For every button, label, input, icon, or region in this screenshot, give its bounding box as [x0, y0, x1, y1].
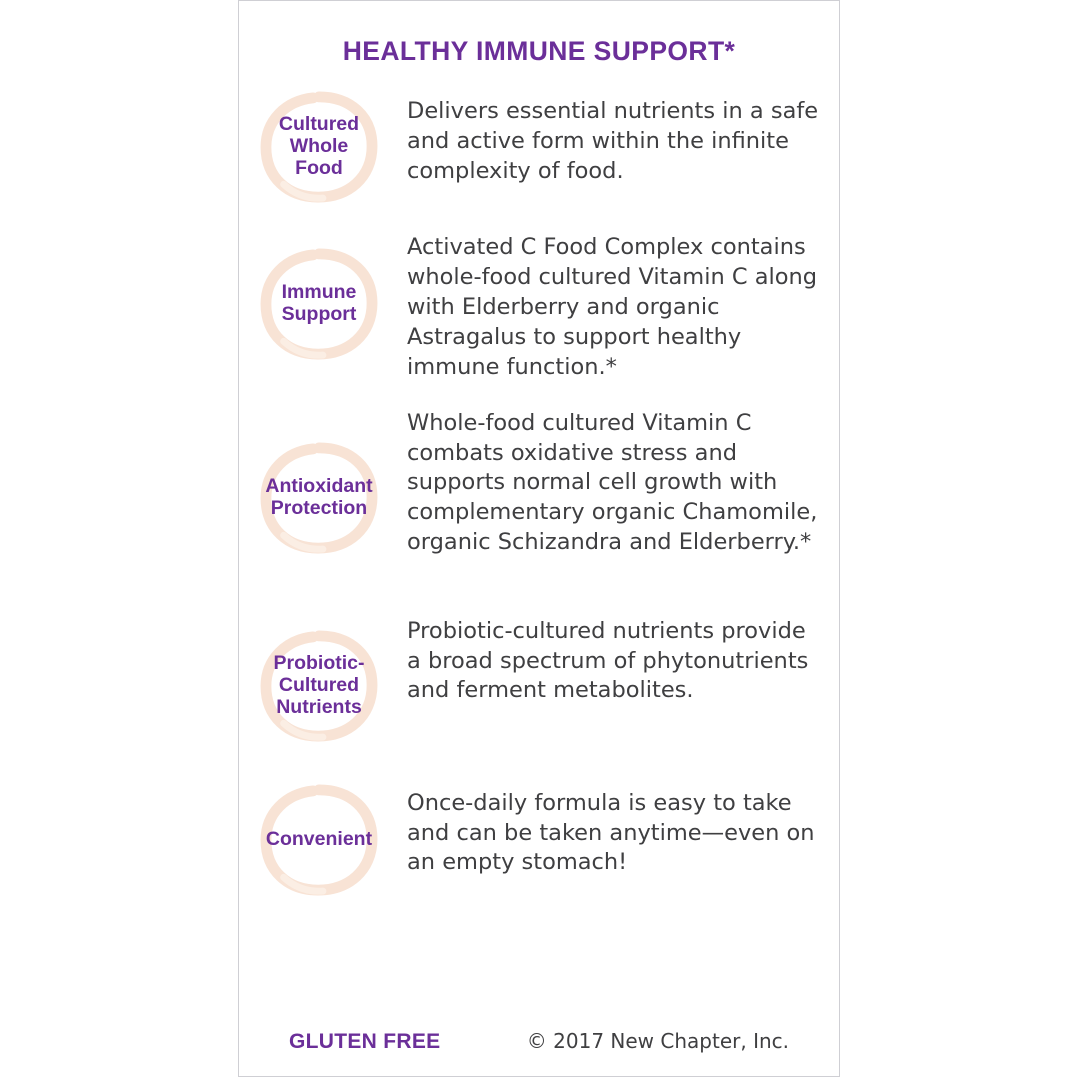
benefit-row [239, 403, 839, 593]
benefit-description: Delivers essential nutrients in a safe and active form within the infinite complexity of food. [407, 98, 819, 184]
page-title-text: HEALTHY IMMUNE SUPPORT [342, 36, 725, 66]
benefit-label: Immune Support [281, 281, 357, 325]
benefit-label: Convenient [265, 827, 373, 850]
copyright-text: © 2017 New Chapter, Inc. [526, 1029, 789, 1053]
footer [239, 1029, 839, 1054]
benefit-badge [239, 403, 399, 593]
benefit-label: Cultured Whole Food [278, 113, 360, 179]
benefit-row [239, 775, 839, 905]
benefit-row [239, 611, 839, 761]
title-asterisk: * [724, 36, 736, 66]
benefits-list [239, 87, 839, 905]
benefit-row [239, 229, 839, 383]
benefit-label: Antioxidant Protection [265, 474, 373, 519]
product-info-panel [238, 0, 840, 1077]
benefit-badge [239, 775, 399, 905]
benefit-description: Once-daily formula is easy to take and can be taken anytime—even on an empty stomach! [407, 789, 815, 876]
benefit-description: Probiotic-cultured nutrients provide a broad spectrum of phytonutrients and ferment metabolites. [407, 617, 809, 704]
benefit-description: Activated C Food Complex contains whole-food cultured Vitamin C along with Elderberry and organic Astragalus to support healthy immune function.* [407, 234, 818, 380]
benefit-row [239, 87, 839, 207]
gluten-free-badge: GLUTEN FREE [289, 1030, 441, 1053]
benefit-description: Whole-food cultured Vitamin C combats oxidative stress and supports normal cell growth with complementary organic Chamomile, organic Schizandra and Elderberry.* [407, 409, 818, 556]
page-title [239, 36, 839, 67]
benefit-badge [239, 229, 399, 379]
benefit-label: Probiotic- Cultured Nutrients [273, 651, 365, 718]
benefit-badge [239, 87, 399, 207]
benefit-badge [239, 611, 399, 761]
